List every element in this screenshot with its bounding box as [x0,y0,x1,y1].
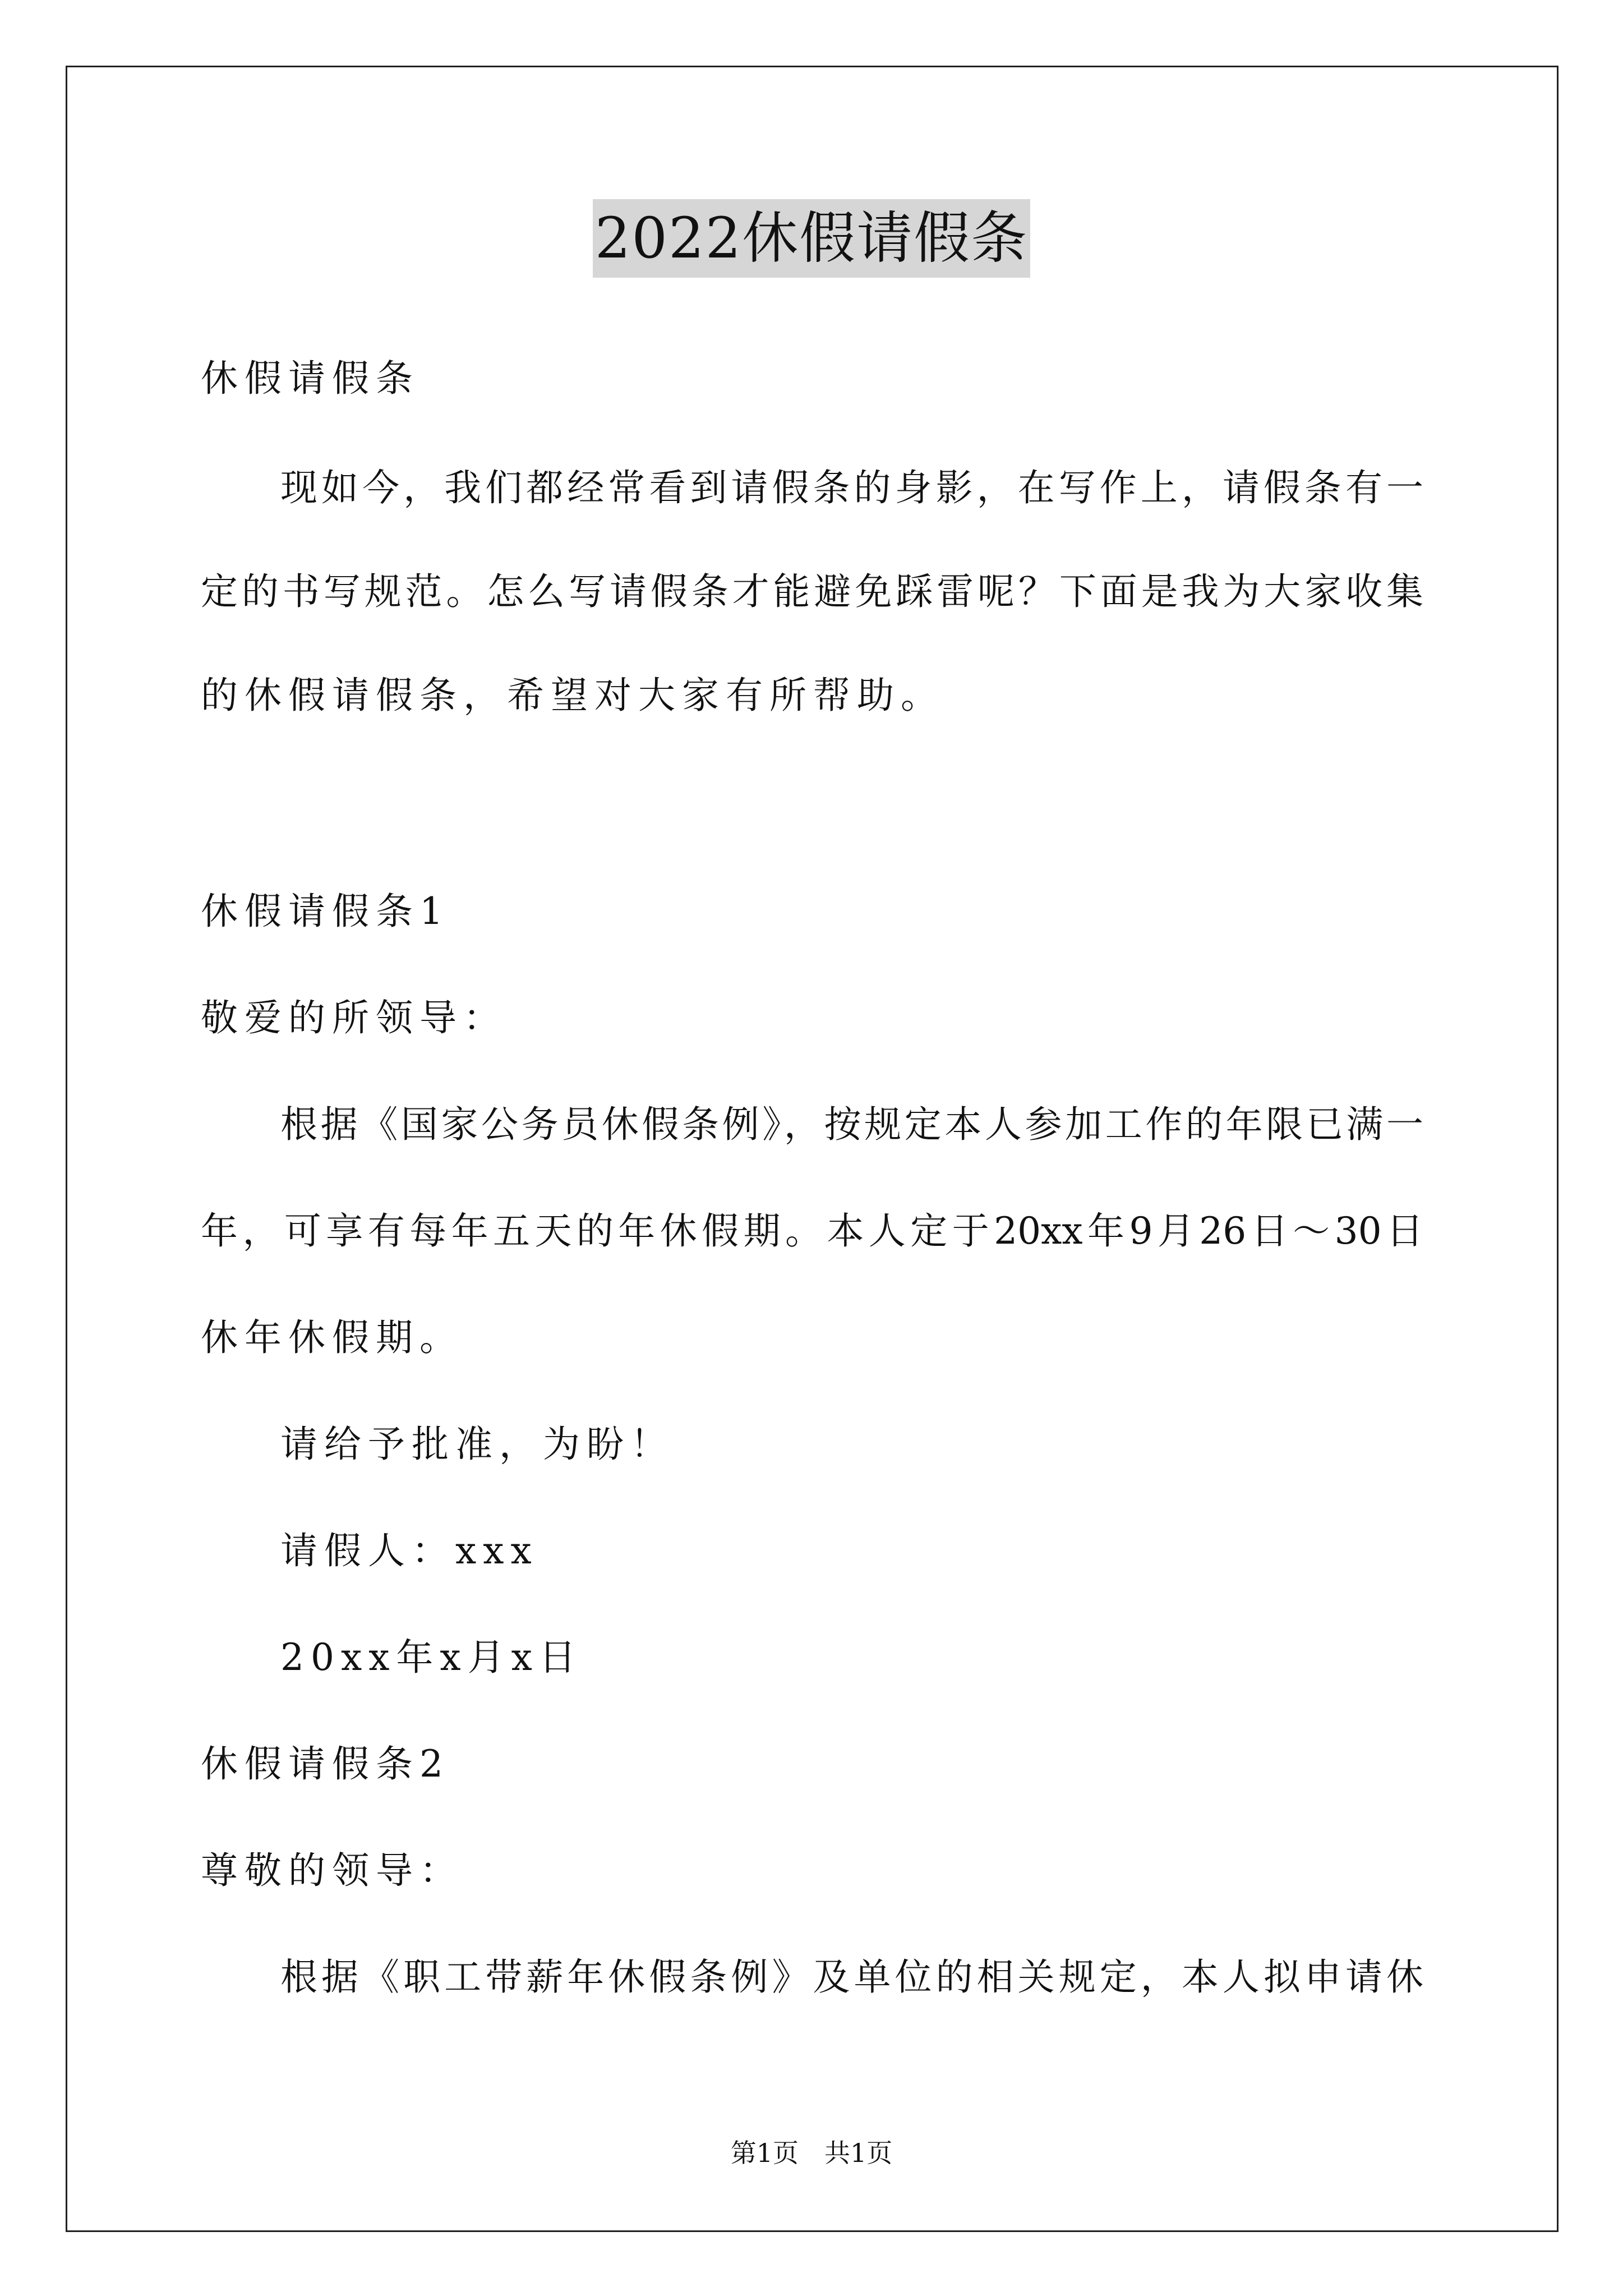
section-1-body-line-1: 根据《国家公务员休假条例》，按规定本人参加工作的年限已满一 [280,1103,1423,1146]
closing-1: 请给予批准，为盼！ [280,1423,674,1466]
section-1-body-line-3: 休年休假期。 [201,1316,463,1359]
page-footer: 第1页 共1页 [730,2138,893,2168]
date-1: 20xx年x月x日 [280,1636,583,1679]
document-title: 2022休假请假条 [593,199,1031,278]
section-2-body-line-1: 根据《职工带薪年休假条例》及单位的相关规定，本人拟申请休 [280,1955,1423,1999]
title-container [0,199,1623,278]
section-1-body-line-2: 年，可享有每年五天的年休假期。本人定于20xx年9月26日～30日 [201,1209,1423,1253]
intro-line-2: 定的书写规范。怎么写请假条才能避免踩雷呢？下面是我为大家收集 [201,570,1423,613]
salutation-2: 尊敬的领导： [201,1849,463,1892]
signer-1: 请假人：xxx [280,1529,538,1572]
salutation-1: 敬爱的所领导： [201,996,507,1039]
section-heading-2: 休假请假条2 [201,1742,450,1786]
section-heading-1: 休假请假条1 [201,890,450,933]
subtitle: 休假请假条 [201,357,419,400]
intro-line-1: 现如今，我们都经常看到请假条的身影，在写作上，请假条有一 [280,466,1423,509]
intro-line-3: 的休假请假条，希望对大家有所帮助。 [201,674,944,717]
